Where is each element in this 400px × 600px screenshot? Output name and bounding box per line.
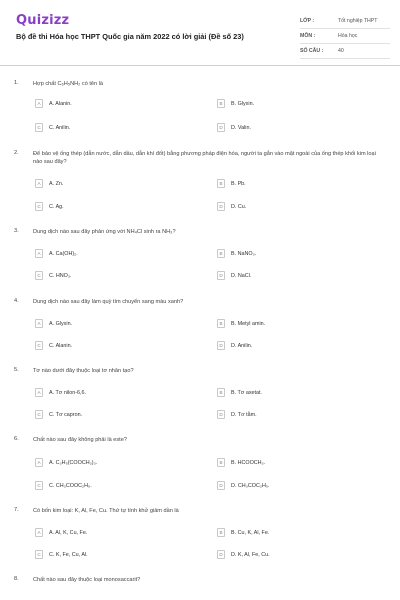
question-number: 4. [14, 298, 19, 304]
option-letter-box: D [217, 481, 225, 490]
option-a[interactable] [35, 387, 195, 398]
option-d[interactable] [217, 270, 377, 281]
option-letter-box: A [35, 388, 43, 397]
option-c[interactable] [35, 549, 195, 560]
question-text: Chất nào sau đây thuộc loại monosaccarit? [33, 577, 141, 583]
option-d[interactable] [217, 122, 377, 133]
option-b[interactable] [217, 527, 377, 538]
question-number: 5. [14, 367, 19, 373]
question-text: Chất nào sau đây không phải là este? [33, 437, 127, 443]
meta-table [300, 14, 390, 59]
option-letter-box: A [35, 249, 43, 258]
option-letter-box: D [217, 202, 225, 211]
option-letter-box: B [217, 179, 225, 188]
option-text: A. Ca(OH)₂. [49, 250, 78, 257]
option-letter-box: A [35, 319, 43, 328]
question-text: Hợp chất C₆H₅NH₂ có tên là [33, 81, 104, 87]
option-letter-box: B [217, 458, 225, 467]
option-b[interactable] [217, 387, 377, 398]
option-text: B. HCOOCH₃. [231, 459, 266, 466]
option-a[interactable] [35, 248, 195, 259]
option-b[interactable] [217, 98, 377, 109]
option-b[interactable] [217, 248, 377, 259]
option-text: D. Anilin. [231, 342, 253, 349]
meta-row-count [300, 44, 390, 59]
option-letter-box: B [217, 99, 225, 108]
question-number: 7. [14, 507, 19, 513]
option-b[interactable] [217, 457, 377, 468]
meta-row-class [300, 14, 390, 29]
option-letter-box: C [35, 202, 43, 211]
option-letter-box: C [35, 550, 43, 559]
option-letter-box: A [35, 99, 43, 108]
meta-value: 40 [338, 48, 344, 54]
option-letter-box: C [35, 123, 43, 132]
option-text: D. Valin. [231, 124, 251, 131]
option-text: C. Ag. [49, 203, 64, 210]
option-text: A. C₃H₅(COOCH₃)₃. [49, 459, 98, 466]
option-d[interactable] [217, 201, 377, 212]
option-letter-box: A [35, 179, 43, 188]
option-d[interactable] [217, 340, 377, 351]
question-text: Tơ nào dưới đây thuộc loại tơ nhân tạo? [33, 368, 134, 374]
option-letter-box: D [217, 271, 225, 280]
option-letter-box: C [35, 481, 43, 490]
question-number: 2. [14, 150, 19, 156]
option-text: A. Al, K, Cu, Fe. [49, 529, 88, 536]
header-divider [0, 65, 400, 66]
option-letter-box: B [217, 249, 225, 258]
option-text: A. Zn. [49, 180, 64, 187]
question-number: 3. [14, 228, 19, 234]
option-a[interactable] [35, 318, 195, 329]
meta-row-subject [300, 29, 390, 44]
option-letter-box: B [217, 528, 225, 537]
question-text: Dung dịch nào sau đây làm quỳ tím chuyển sang màu xanh? [33, 299, 184, 305]
question-number: 1. [14, 80, 19, 86]
option-d[interactable] [217, 409, 377, 420]
option-b[interactable] [217, 318, 377, 329]
option-letter-box: D [217, 123, 225, 132]
option-c[interactable] [35, 480, 195, 491]
option-text: C. Alanin. [49, 342, 73, 349]
option-letter-box: A [35, 528, 43, 537]
meta-value: Tốt nghiệp THPT [338, 18, 378, 24]
option-text: D. CH₃COC₂H₅. [231, 482, 270, 489]
option-a[interactable] [35, 457, 195, 468]
question-number: 8. [14, 576, 19, 582]
option-text: D. Tơ tằm. [231, 411, 257, 418]
meta-label: SỐ CÂU : [300, 48, 324, 54]
option-text: B. Metyl amin. [231, 320, 266, 327]
question-text: Có bốn kim loại: K, Al, Fe, Cu. Thứ tự tính khử giảm dần là [33, 508, 179, 514]
option-letter-box: B [217, 319, 225, 328]
question-text: Để bảo vệ ống thép (dẫn nước, dẫn dầu, dẫn khí đốt) bằng phương pháp điện hóa, người ta gắn vào mặt ngoài của ống thép khối kim loại nào sau đây? [33, 151, 376, 165]
option-a[interactable] [35, 527, 195, 538]
option-text: C. Anilin. [49, 124, 71, 131]
option-c[interactable] [35, 340, 195, 351]
option-letter-box: D [217, 550, 225, 559]
option-letter-box: C [35, 410, 43, 419]
option-text: D. NaCl. [231, 272, 252, 279]
option-text: A. Alanin. [49, 100, 72, 107]
option-text: C. CH₃COOC₂H₅. [49, 482, 92, 489]
option-letter-box: C [35, 341, 43, 350]
option-d[interactable] [217, 480, 377, 491]
meta-label: LỚP : [300, 18, 315, 24]
option-text: A. Tơ nilon-6,6. [49, 389, 86, 396]
question-text: Dung dịch nào sau đây phản ứng với NH₄Cl sinh ra NH₃? [33, 229, 176, 235]
meta-label: MÔN : [300, 33, 316, 39]
option-c[interactable] [35, 270, 195, 281]
option-letter-box: A [35, 458, 43, 467]
option-a[interactable] [35, 178, 195, 189]
option-text: B. Pb. [231, 180, 246, 187]
option-letter-box: B [217, 388, 225, 397]
page-title: Bộ đề thi Hóa học THPT Quốc gia năm 2022 có lời giải (Đề số 23) [16, 32, 244, 41]
option-letter-box: D [217, 341, 225, 350]
quizizz-logo: Quizizz [16, 13, 70, 28]
option-text: C. K, Fe, Cu, Al. [49, 551, 88, 558]
option-c[interactable] [35, 201, 195, 212]
option-text: B. NaNO₃. [231, 250, 257, 257]
option-text: A. Glyxin. [49, 320, 73, 327]
option-c[interactable] [35, 409, 195, 420]
option-a[interactable] [35, 98, 195, 109]
option-text: D. K, Al, Fe, Cu. [231, 551, 270, 558]
option-text: C. HNO₃. [49, 272, 72, 279]
option-text: B. Tơ axetat. [231, 389, 263, 396]
question-number: 6. [14, 436, 19, 442]
option-text: B. Cu, K, Al, Fe. [231, 529, 270, 536]
option-text: C. Tơ capron. [49, 411, 83, 418]
option-letter-box: D [217, 410, 225, 419]
option-d[interactable] [217, 549, 377, 560]
option-c[interactable] [35, 122, 195, 133]
option-text: B. Glyxin. [231, 100, 255, 107]
option-letter-box: C [35, 271, 43, 280]
meta-value: Hóa học [338, 33, 358, 39]
option-b[interactable] [217, 178, 377, 189]
option-text: D. Cu. [231, 203, 247, 210]
